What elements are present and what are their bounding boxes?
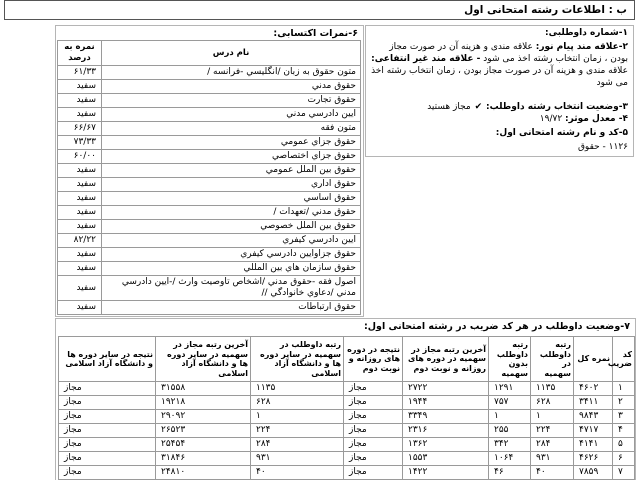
total-score-cell: ۳۴۱۱ <box>574 396 613 410</box>
course-name-cell: حقوق تجارت <box>102 94 361 108</box>
score-row <box>58 220 361 234</box>
result-daytime-cell: مجاز <box>344 466 403 480</box>
percent-score-cell: سفید <box>58 94 102 108</box>
interest-paragraph <box>370 41 628 101</box>
result-daytime-cell: مجاز <box>344 452 403 466</box>
effective-gpa-label: ۴- معدل موثر: <box>565 114 628 124</box>
course-name-cell: حقوق ارتباطات <box>102 301 361 315</box>
rank-in-quota-other-cell: ۱۱۳۵ <box>251 382 344 396</box>
result-daytime-cell: مجاز <box>344 396 403 410</box>
scores-header-row <box>58 41 361 66</box>
last-allowed-rank-daytime-cell: ۱۳۶۲ <box>403 438 489 452</box>
score-row <box>58 192 361 206</box>
course-name-cell: حقوق جزاوايين دادرسي كيفري <box>102 248 361 262</box>
rank-in-quota-other-cell: ۲۲۴ <box>251 424 344 438</box>
result-other-cell: مجاز <box>59 382 156 396</box>
percent-score-cell: سفید <box>58 178 102 192</box>
percent-score-cell: سفید <box>58 80 102 94</box>
interest-nonprofit-text: علاقه مندی و هزینه آن در صورت مجاز بودن ، زمان انتخاب رشته اخذ می شود <box>371 66 628 88</box>
last-allowed-rank-daytime-header: آخرین رتبه مجاز در سهمیه در دوره های روزانه و نوبت دوم <box>403 337 489 382</box>
status-row <box>59 452 635 466</box>
last-allowed-rank-daytime-cell: ۲۳۱۶ <box>403 424 489 438</box>
percent-score-cell: سفید <box>58 192 102 206</box>
total-score-cell: ۹۸۴۳ <box>574 410 613 424</box>
percent-score-cell: سفید <box>58 206 102 220</box>
total-score-header: نمره کل <box>574 337 613 382</box>
coefficient-code-cell: ۵ <box>613 438 635 452</box>
percent-score-cell: ۶۱/۳۳ <box>58 66 102 80</box>
coefficient-code-cell: ۴ <box>613 424 635 438</box>
scores-panel <box>55 25 364 317</box>
status-row <box>59 438 635 452</box>
interest-nonprofit-label: - علاقه مند غیر انتفاعی: <box>371 54 481 64</box>
effective-gpa-value: ۱۹/۷۲ <box>539 114 563 124</box>
rank-in-quota-other-cell: ۱ <box>251 410 344 424</box>
percent-score-cell: ۸۲/۲۲ <box>58 234 102 248</box>
rank-in-quota-other-header: رتبه داوطلب در سهمیه در سایر دوره ها و دانشگاه آزاد اسلامی <box>251 337 344 382</box>
rank-without-quota-cell: ۴۶ <box>489 466 531 480</box>
coefficient-code-cell: ۳ <box>613 410 635 424</box>
result-other-cell: مجاز <box>59 396 156 410</box>
rank-in-quota-cell: ۴۰ <box>531 466 574 480</box>
score-row <box>58 150 361 164</box>
rank-in-quota-cell: ۲۲۴ <box>531 424 574 438</box>
last-allowed-rank-daytime-cell: ۱۵۵۳ <box>403 452 489 466</box>
status-row <box>59 424 635 438</box>
percent-score-cell: سفید <box>58 262 102 276</box>
effective-gpa <box>370 113 628 125</box>
status-body <box>59 382 635 480</box>
course-name-cell: حقوق جزاي عمومي <box>102 136 361 150</box>
percent-score-cell: ۶۶/۶۷ <box>58 122 102 136</box>
last-allowed-rank-other-cell: ۲۶۵۲۳ <box>156 424 251 438</box>
score-row <box>58 94 361 108</box>
score-row <box>58 276 361 301</box>
rank-in-quota-cell: ۹۳۱ <box>531 452 574 466</box>
result-daytime-cell: مجاز <box>344 410 403 424</box>
rank-in-quota-other-cell: ۴۰ <box>251 466 344 480</box>
rank-in-quota-cell: ۱ <box>531 410 574 424</box>
selection-status <box>370 101 628 113</box>
rank-in-quota-other-cell: ۲۸۴ <box>251 438 344 452</box>
result-other-cell: مجاز <box>59 424 156 438</box>
last-allowed-rank-daytime-cell: ۳۳۴۹ <box>403 410 489 424</box>
coefficient-code-cell: ۷ <box>613 466 635 480</box>
course-name-cell: حقوق سازمان هاي بين المللي <box>102 262 361 276</box>
last-allowed-rank-other-cell: ۱۹۲۱۸ <box>156 396 251 410</box>
score-row <box>58 122 361 136</box>
coefficient-code-cell: ۲ <box>613 396 635 410</box>
percent-score-cell: سفید <box>58 276 102 301</box>
status-row <box>59 410 635 424</box>
course-name-cell: حقوق بين الملل خصوصي <box>102 220 361 234</box>
score-row <box>58 206 361 220</box>
rank-in-quota-cell: ۶۲۸ <box>531 396 574 410</box>
course-name-cell: حقوق مدني <box>102 80 361 94</box>
total-score-cell: ۴۶۲۶ <box>574 452 613 466</box>
rank-in-quota-cell: ۲۸۴ <box>531 438 574 452</box>
coefficient-code-cell: ۱ <box>613 382 635 396</box>
course-name-cell: متون حقوق به زبان /انگليسي -فرانسه / <box>102 66 361 80</box>
last-allowed-rank-daytime-cell: ۱۴۲۲ <box>403 466 489 480</box>
status-header-row <box>59 337 635 382</box>
score-row <box>58 108 361 122</box>
status-row <box>59 466 635 480</box>
rank-in-quota-other-cell: ۶۲۸ <box>251 396 344 410</box>
course-name-cell: حقوق بين الملل عمومي <box>102 164 361 178</box>
interest-pnu-text: علاقه مندی و هزینه آن در صورت مجاز بودن ، زمان انتخاب رشته اخذ می شود <box>389 42 628 64</box>
candidate-info-panel <box>365 25 634 157</box>
last-allowed-rank-other-cell: ۲۵۴۵۴ <box>156 438 251 452</box>
course-name-header: نام درس <box>102 41 361 66</box>
selection-status-label: ۳-وضعیت انتخاب رشته داوطلب: <box>486 102 628 112</box>
status-title: ۷-وضعیت داوطلب در هر کد ضریب در رشته امتحانی اول: <box>364 321 630 332</box>
course-name-cell: حقوق جزاي اختصاصي <box>102 150 361 164</box>
rank-without-quota-cell: ۱ <box>489 410 531 424</box>
course-name-cell: ايين دادرسي كيفري <box>102 234 361 248</box>
result-daytime-cell: مجاز <box>344 438 403 452</box>
result-daytime-cell: مجاز <box>344 382 403 396</box>
rank-without-quota-header: رتبه داوطلب بدون سهمیه <box>489 337 531 382</box>
status-table <box>58 336 635 480</box>
percent-score-cell: سفید <box>58 108 102 122</box>
rank-in-quota-cell: ۱۱۳۵ <box>531 382 574 396</box>
total-score-cell: ۷۸۵۹ <box>574 466 613 480</box>
score-row <box>58 301 361 315</box>
result-daytime-header: نتیجه در دوره های روزانه و نوبت دوم <box>344 337 403 382</box>
result-other-cell: مجاز <box>59 466 156 480</box>
last-allowed-rank-other-cell: ۳۱۵۵۸ <box>156 382 251 396</box>
score-row <box>58 66 361 80</box>
rank-without-quota-cell: ۷۵۷ <box>489 396 531 410</box>
status-row <box>59 382 635 396</box>
percent-score-cell: ۶۰/۰۰ <box>58 150 102 164</box>
scores-table <box>57 40 361 315</box>
result-other-cell: مجاز <box>59 438 156 452</box>
coefficient-code-cell: ۶ <box>613 452 635 466</box>
section-title: ب : اطلاعات رشته امتحانی اول <box>464 4 627 16</box>
result-other-cell: مجاز <box>59 410 156 424</box>
percent-score-cell: سفید <box>58 301 102 315</box>
score-row <box>58 136 361 150</box>
course-name-cell: اصول فقه -حقوق مدني /اشخاص تاوصيت وارث /-ايين دادرسي مدني /دعاوي خانوادگي // <box>102 276 361 301</box>
total-score-cell: ۴۱۴۱ <box>574 438 613 452</box>
last-allowed-rank-daytime-cell: ۲۷۲۲ <box>403 382 489 396</box>
coefficient-code-header: کد ضریب <box>613 337 635 382</box>
score-row <box>58 178 361 192</box>
percent-score-cell: ۷۳/۳۳ <box>58 136 102 150</box>
result-daytime-cell: مجاز <box>344 424 403 438</box>
course-name-cell: حقوق مدني /تعهدات / <box>102 206 361 220</box>
selection-status-value: مجاز هستید <box>427 102 471 112</box>
total-score-cell: ۴۶۰۲ <box>574 382 613 396</box>
course-name-cell: حقوق اداري <box>102 178 361 192</box>
last-allowed-rank-other-cell: ۲۹۰۹۲ <box>156 410 251 424</box>
last-allowed-rank-other-cell: ۲۴۸۱۰ <box>156 466 251 480</box>
score-row <box>58 234 361 248</box>
status-section <box>55 318 636 480</box>
interest-pnu-label: ۲-علاقه مند پیام نور: <box>535 42 628 52</box>
percent-score-cell: سفید <box>58 220 102 234</box>
result-other-cell: مجاز <box>59 452 156 466</box>
field-label: ۵-کد و نام رشته امتحانی اول: <box>495 128 628 138</box>
rank-without-quota-cell: ۱۰۶۴ <box>489 452 531 466</box>
candidate-number-label: ۱-شماره داوطلبی: <box>545 28 628 38</box>
scores-body <box>58 66 361 315</box>
percent-score-header: نمره به درصد <box>58 41 102 66</box>
rank-without-quota-cell: ۲۵۵ <box>489 424 531 438</box>
total-score-cell: ۴۷۱۷ <box>574 424 613 438</box>
result-other-header: نتیجه در سایر دوره ها و دانشگاه آزاد اسلامی <box>59 337 156 382</box>
percent-score-cell: سفید <box>58 248 102 262</box>
scores-title: ۶-نمرات اکتسابی: <box>273 28 358 39</box>
course-name-cell: متون فقه <box>102 122 361 136</box>
percent-score-cell: سفید <box>58 164 102 178</box>
last-allowed-rank-other-cell: ۳۱۸۴۶ <box>156 452 251 466</box>
last-allowed-rank-daytime-cell: ۱۹۴۴ <box>403 396 489 410</box>
course-name-cell: حقوق اساسي <box>102 192 361 206</box>
score-row <box>58 262 361 276</box>
rank-without-quota-cell: ۳۴۲ <box>489 438 531 452</box>
course-name-cell: ايين دادرسي مدني <box>102 108 361 122</box>
score-row <box>58 164 361 178</box>
section-header <box>4 0 635 20</box>
score-row <box>58 248 361 262</box>
rank-in-quota-header: رتبه داوطلب در سهمیه <box>531 337 574 382</box>
field-value: ۱۱۲۶ - حقوق <box>577 142 628 152</box>
rank-without-quota-cell: ۱۲۹۱ <box>489 382 531 396</box>
score-row <box>58 80 361 94</box>
last-allowed-rank-other-header: آخرین رتبه مجاز در سهمیه در سایر دوره ها و دانشگاه آزاد اسلامی <box>156 337 251 382</box>
check-icon: ✔ <box>474 102 483 112</box>
rank-in-quota-other-cell: ۹۳۱ <box>251 452 344 466</box>
status-row <box>59 396 635 410</box>
